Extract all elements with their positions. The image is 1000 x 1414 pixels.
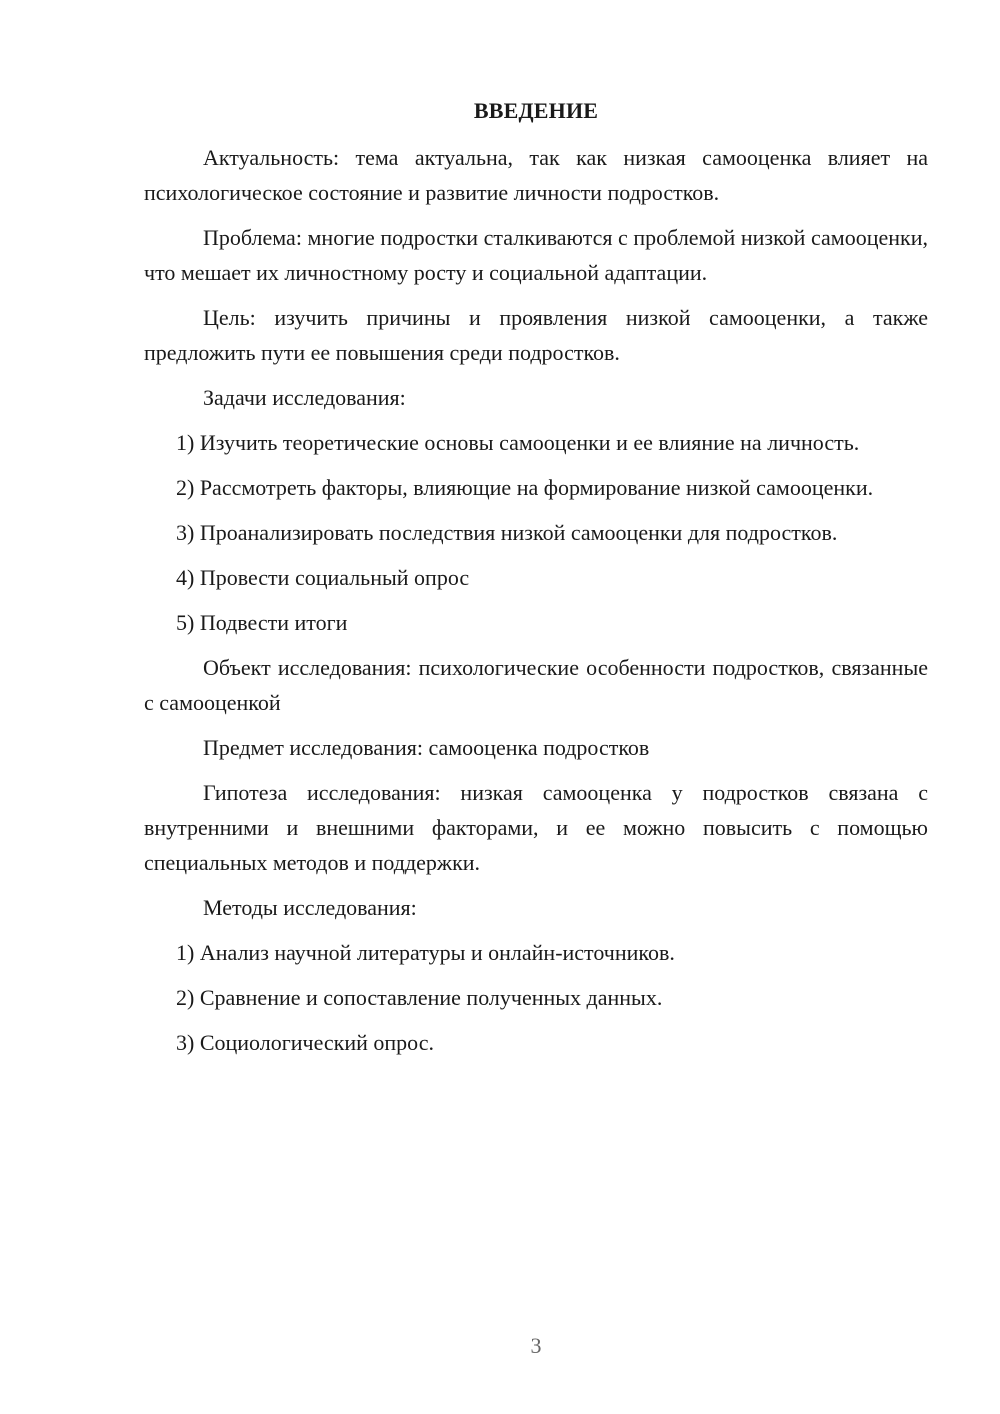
- paragraph-problem: Проблема: многие подростки сталкиваются с проблемой низкой самооценки, что мешает их личностному росту и социальной адаптации.: [144, 225, 928, 285]
- list-item-method-2: 2) Сравнение и сопоставление полученных данных.: [176, 985, 663, 1010]
- page-number: 3: [530, 1333, 542, 1358]
- list-item-task-2: 2) Рассмотреть факторы, влияющие на формирование низкой самооценки.: [176, 475, 874, 500]
- list-item-task-3: 3) Проанализировать последствия низкой самооценки для подростков.: [176, 520, 838, 545]
- list-item-method-1: 1) Анализ научной литературы и онлайн-источников.: [176, 940, 675, 965]
- list-item-task-1: 1) Изучить теоретические основы самооценки и ее влияние на личность.: [176, 430, 860, 455]
- list-item-method-3: 3) Социологический опрос.: [176, 1030, 434, 1055]
- paragraph-tasks-heading: Задачи исследования:: [203, 385, 406, 410]
- paragraph-methods-heading: Методы исследования:: [203, 895, 417, 920]
- paragraph-object: Объект исследования: психологические особенности подростков, связанные с самооценкой: [144, 655, 928, 715]
- paragraph-goal: Цель: изучить причины и проявления низкой самооценки, а также предложить пути ее повышения среди подростков.: [144, 305, 928, 365]
- paragraph-subject: Предмет исследования: самооценка подростков: [203, 735, 650, 760]
- list-item-task-5: 5) Подвести итоги: [176, 610, 348, 635]
- paragraph-hypothesis: Гипотеза исследования: низкая самооценка у подростков связана с внутренними и внешними факторами, и ее можно повысить с помощью специальных методов и поддержки.: [144, 780, 928, 875]
- page-content: [144, 94, 928, 1070]
- paragraph-relevance: Актуальность: тема актуальна, так как низкая самооценка влияет на психологическое состояние и развитие личности подростков.: [144, 145, 928, 205]
- list-item-task-4: 4) Провести социальный опрос: [176, 565, 470, 590]
- section-title: ВВЕДЕНИЕ: [473, 98, 599, 123]
